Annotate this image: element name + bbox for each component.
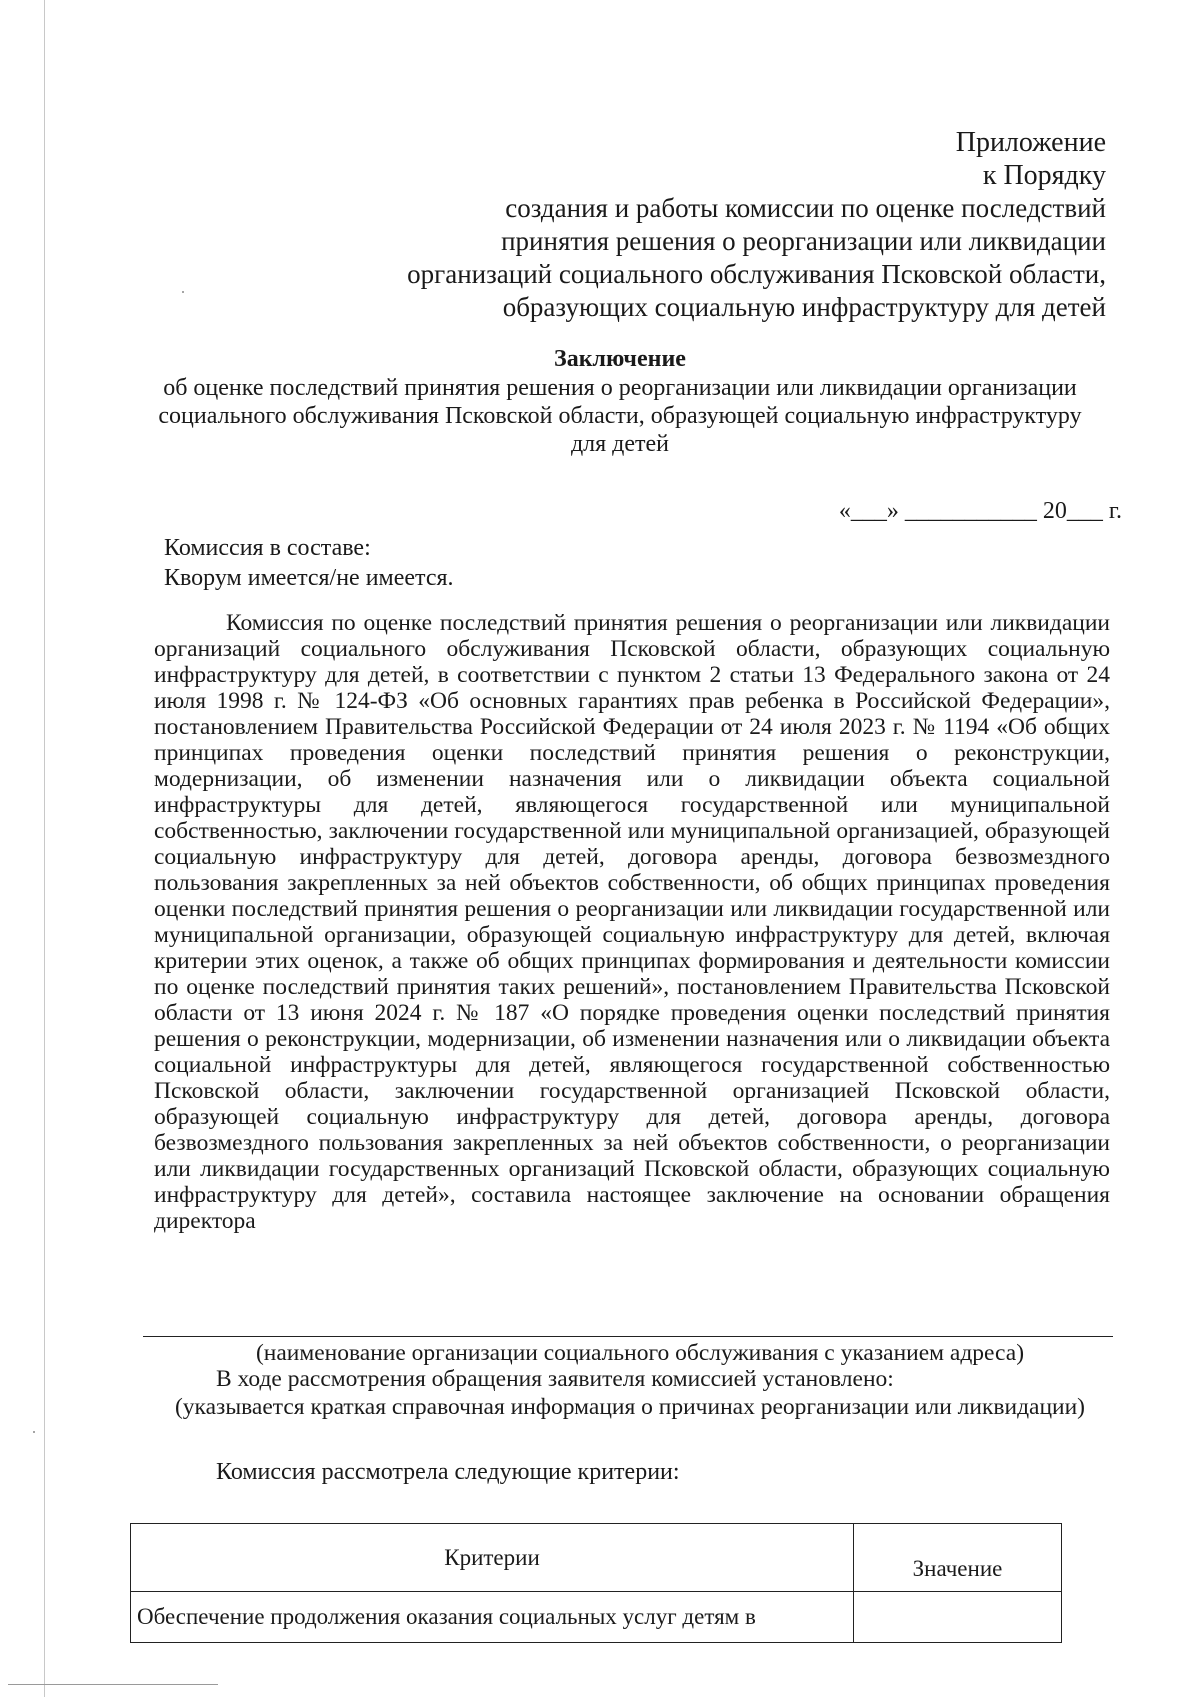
organization-name-line <box>143 1336 1113 1337</box>
subtitle-line: социального обслуживания Псковской области, образующей социальную инфраструктуру <box>158 403 1082 429</box>
date-field: «___» ___________ 20___ г. <box>838 498 1122 524</box>
meta-block <box>164 533 454 593</box>
subtitle-line: для детей <box>570 431 670 457</box>
scan-bottom-mark <box>8 1684 218 1685</box>
criteria-table <box>130 1523 1062 1643</box>
appendix-header <box>346 126 1106 324</box>
appendix-line: образующих социальную инфраструктуру для детей <box>502 292 1106 322</box>
finding-statement: В ходе рассмотрения обращения заявителя комиссией установлено: <box>216 1366 894 1392</box>
subtitle-line: об оценке последствий принятия решения о реорганизации или ликвидации организации <box>163 375 1077 401</box>
criteria-intro: Комиссия рассмотрела следующие критерии: <box>216 1459 680 1485</box>
appendix-line: организаций социального обслуживания Псковской области, <box>407 259 1106 289</box>
conclusion-heading <box>150 344 1090 458</box>
table-header-row <box>131 1524 1062 1592</box>
commission-composition: Комиссия в составе: <box>164 535 371 561</box>
criteria-cell: Обеспечение продолжения оказания социальных услуг детям в <box>131 1592 854 1643</box>
main-paragraph: Комиссия по оценке последствий принятия решения о реорганизации или ликвидации организаций социального обслуживания Псковской области, образующих социальную инфраструктуру для детей, в соответствии с пунктом 2 статьи 13 Федерального закона от 24 июля 1998 г. № 124-ФЗ «Об основных гарантиях прав ребенка в Российской Федерации», постановлением Правительства Российской Федерации от 24 июля 2023 г. № 1194 «Об общих принципах проведения оценки последствий принятия решения о реконструкции, модернизации, об изменении назначения или о ликвидации объекта социальной инфраструктуры для детей, являющегося государственной или муниципальной собственностью, заключении государственной или муниципальной организацией, образующей социальную инфраструктуру для детей, договора аренды, договора безвозмездного пользования закрепленных за ней объектов собственности, об общих принципах проведения оценки последствий принятия решения о реорганизации или ликвидации государственной или муниципальной организации, образующей социальную инфраструктуру для детей, включая критерии этих оценок, а также об общих принципах формирования и деятельности комиссии по оценке последствий принятия таких решений», постановлением Правительства Псковской области от 13 июня 2024 г. № 187 «О порядке проведения оценки последствий принятия решения о реконструкции, модернизации, об изменении назначения или о ликвидации объекта социальной инфраструктуры для детей, являющегося государственной собственностью Псковской области, заключении государственной организацией Псковской области, образующей социальную инфраструктуру для детей, договора аренды, договора безвозмездного пользования закрепленных за ней объектов собственности, о реорганизации или ликвидации государственных организаций Псковской области, образующих социальную инфраструктуру для детей», составила настоящее заключение на основании обращения директора <box>154 610 1110 1234</box>
quorum-status: Кворум имеется/не имеется. <box>164 565 454 591</box>
finding-note: (указывается краткая справочная информация о причинах реорганизации или ликвидации) <box>174 1394 1086 1420</box>
column-header-value: Значение <box>854 1524 1062 1592</box>
appendix-line: создания и работы комиссии по оценке последствий <box>505 193 1106 223</box>
appendix-line: Приложение <box>955 127 1106 158</box>
document-title: Заключение <box>554 346 686 372</box>
scan-speck <box>33 1431 35 1433</box>
table-row <box>131 1592 1062 1643</box>
column-header-criteria: Критерии <box>131 1524 854 1592</box>
organization-name-caption: (наименование организации социального обслуживания с указанием адреса) <box>255 1340 1025 1366</box>
scan-left-edge <box>44 0 45 1697</box>
scan-speck <box>182 291 184 293</box>
appendix-line: принятия решения о реорганизации или ликвидации <box>501 226 1106 256</box>
value-cell <box>854 1592 1062 1643</box>
appendix-line: к Порядку <box>982 160 1106 191</box>
